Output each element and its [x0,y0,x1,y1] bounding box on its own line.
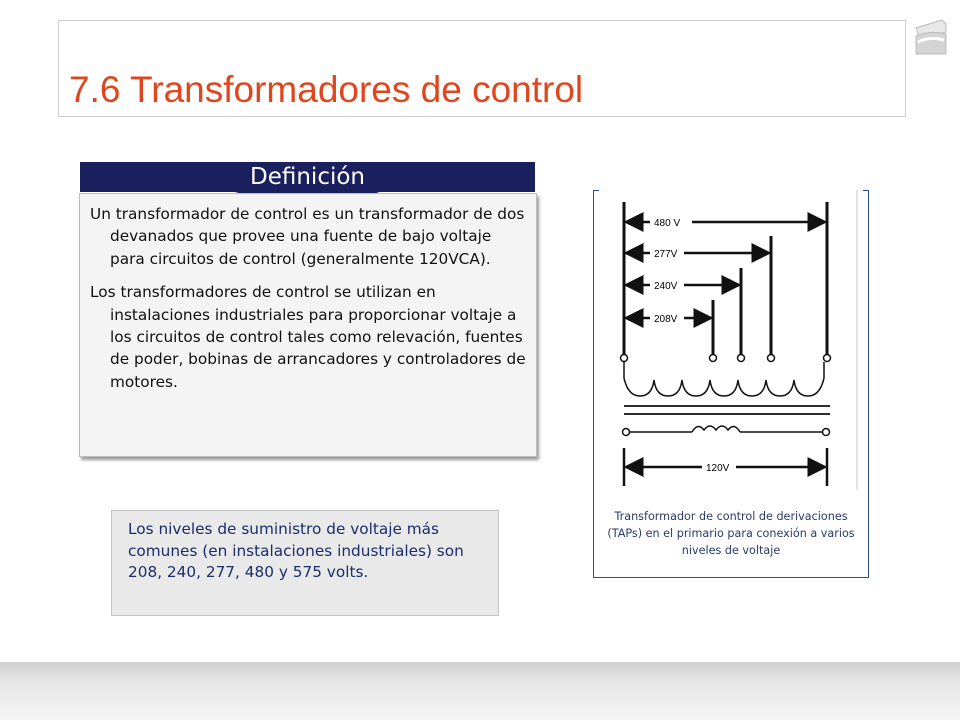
voltage-levels-note: Los niveles de suministro de voltaje más comunes (en instalaciones industriales) son 208, 240, 277, 480 y 575 volts. [111,510,499,616]
definition-box [79,193,537,457]
page-title: 7.6 Transformadores de control [69,69,584,110]
primary-winding [624,362,824,396]
corner-logo-icon [912,18,950,58]
label-480v: 480 V [654,218,681,229]
label-120v: 120V [706,463,730,474]
label-277v: 277V [654,249,678,260]
definition-paragraph: Un transformador de control es un transformador de dos devanados que provee una fuente de bajo voltaje para circuitos de control (generalmente 120VCA). [90,205,525,268]
figure-caption: Transformador de control de derivaciones (TAPs) en el primario para conexión a varios niveles de voltaje [607,510,855,557]
label-240v: 240V [654,281,678,292]
definition-header [80,162,535,196]
footer-bar [0,662,960,720]
label-208v: 208V [654,314,678,325]
transformer-tap-diagram [600,190,862,494]
definition-title: Definición [250,164,365,190]
title-box [58,20,906,117]
definition-paragraph: Los transformadores de control se utilizan en instalaciones industriales para proporcionar voltaje a los circuitos de control tales como relevación, fuentes de poder, bobinas de arrancadores y controladores de motores. [90,283,526,391]
secondary-winding [692,426,740,432]
